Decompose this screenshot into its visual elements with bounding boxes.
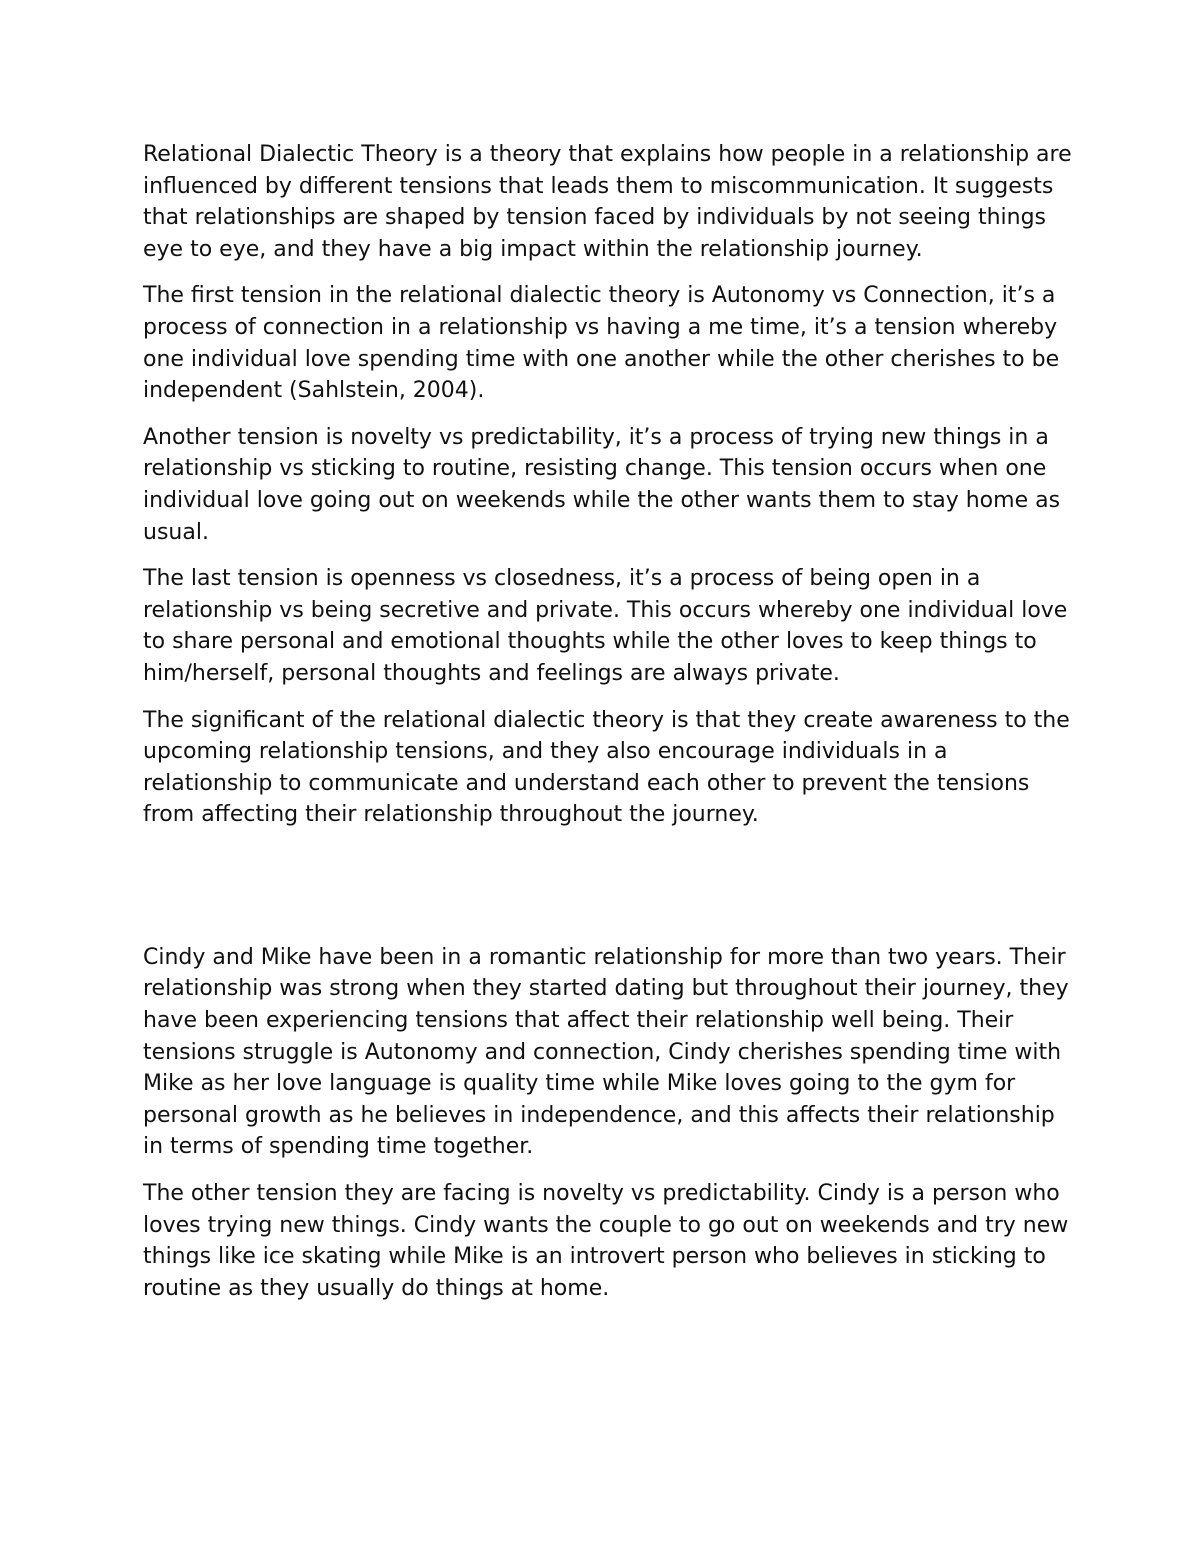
paragraph-openness-closedness: The last tension is openness vs closedness, it’s a process of being open in a relationship vs being secretive and private. This occurs whereby one individual love to share personal and emotional thoughts while the other loves to keep things to him/herself, personal thoughts and feelings are always private. [143, 566, 1068, 686]
paragraph-significance: The significant of the relational dialectic theory is that they create awareness to the upcoming relationship tensions, and they also encourage individuals in a relationship to communicate and understand each other to prevent the tensions from affecting their relationship throughout the journey. [143, 707, 1070, 828]
paragraph-novelty-predictability: Another tension is novelty vs predictability, it’s a process of trying new things in a relationship vs sticking to routine, resisting change. This tension occurs when one individual love going out on weekends while the other wants them to stay home as usual. [143, 424, 1061, 545]
paragraph-cindy-mike-autonomy: Cindy and Mike have been in a romantic relationship for more than two years. Their relationship was strong when they started dating but throughout their journey, they have been experiencing tensions that affect their relationship well being. Their tensions struggle is Autonomy and connection, Cindy cherishes spending time with Mike as her love language is quality time while Mike loves going to the gym for personal growth as he believes in independence, and this affects their relationship in terms of spending time together. [143, 944, 1069, 1160]
paragraph-theory-definition: Relational Dialectic Theory is a theory that explains how people in a relationship are influenced by different tensions that leads them to miscommunication. It suggests that relationships are shaped by tension faced by individuals by not seeing things eye to eye, and they have a big impact within the relationship journey. [143, 142, 1072, 262]
document-body [143, 139, 1073, 1319]
paragraph-autonomy-connection: The first tension in the relational dialectic theory is Autonomy vs Connection, it’s a process of connection in a relationship vs having a me time, it’s a tension whereby one individual love spending time with one another while the other cherishes to be independent (Sahlstein, 2004). [143, 283, 1060, 404]
section-gap [143, 846, 1073, 942]
paragraph-cindy-mike-novelty: The other tension they are facing is novelty vs predictability. Cindy is a person who loves trying new things. Cindy wants the couple to go out on weekends and try new things like ice skating while Mike is an introvert person who believes in sticking to routine as they usually do things at home. [143, 1181, 1069, 1301]
